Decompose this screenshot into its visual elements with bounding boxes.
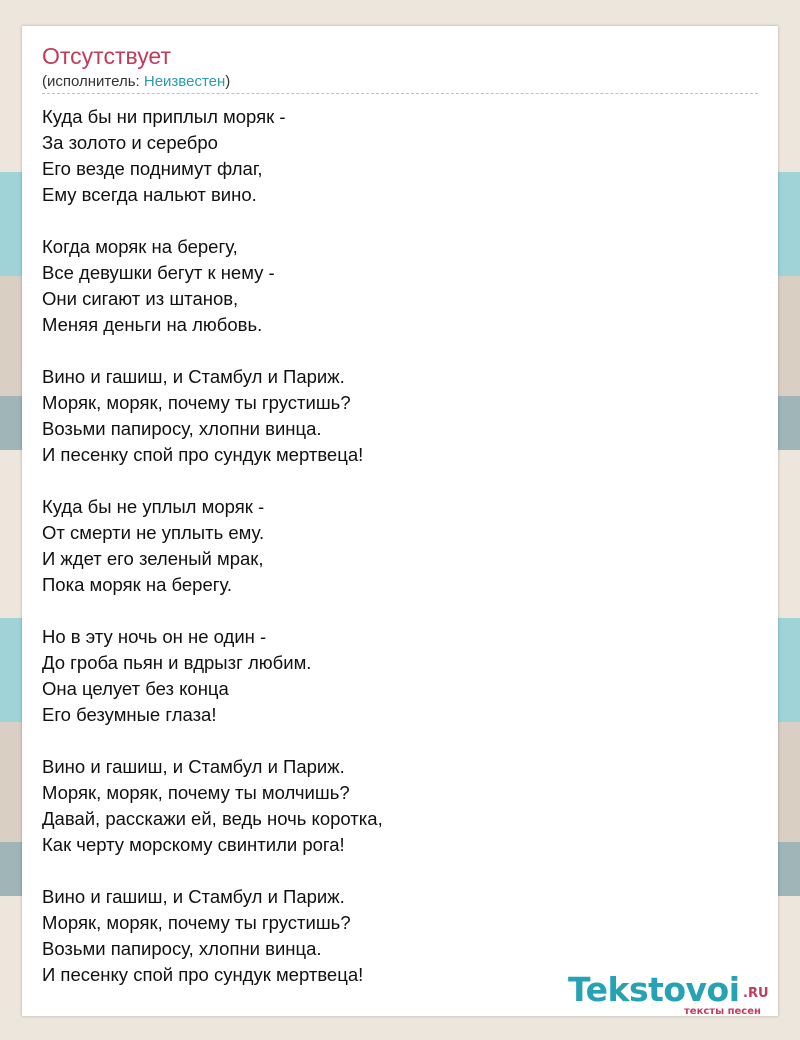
stanza xyxy=(42,364,758,468)
lyric-line: От смерти не уплыть ему. xyxy=(42,522,265,543)
lyric-line: За золото и серебро xyxy=(42,132,218,153)
lyric-line: Его везде поднимут флаг, xyxy=(42,158,263,179)
lyric-line: До гроба пьян и вдрызг любим. xyxy=(42,652,312,673)
song-title: Отсутствует xyxy=(42,43,171,69)
stanza xyxy=(42,104,758,208)
artist-link[interactable]: Неизвестен xyxy=(143,73,226,90)
lyrics-text xyxy=(42,104,758,1014)
site-logo[interactable] xyxy=(568,972,778,1018)
lyric-line: Она целует без конца xyxy=(42,678,229,699)
lyric-line: И ждет его зеленый мрак, xyxy=(42,548,264,569)
lyric-line: Вино и гашиш, и Стамбул и Париж. xyxy=(42,886,345,907)
stanza xyxy=(42,494,758,598)
lyric-line: Когда моряк на берегу, xyxy=(42,236,238,257)
lyric-line: Моряк, моряк, почему ты грустишь? xyxy=(42,912,351,933)
lyric-line: Но в эту ночь он не один - xyxy=(42,626,267,647)
artist-suffix: ) xyxy=(225,73,231,90)
stanza xyxy=(42,234,758,338)
lyric-line: Они сигают из штанов, xyxy=(42,288,239,309)
lyric-line: Моряк, моряк, почему ты грустишь? xyxy=(42,392,351,413)
lyric-line: Вино и гашиш, и Стамбул и Париж. xyxy=(42,366,345,387)
lyric-line: И песенку спой про сундук мертвеца! xyxy=(42,444,364,465)
lyric-line: Ему всегда нальют вино. xyxy=(42,184,257,205)
logo-wordmark: Tekstovoi xyxy=(568,970,740,1009)
lyric-line: Все девушки бегут к нему - xyxy=(42,262,275,283)
lyric-line: Куда бы ни приплыл моряк - xyxy=(42,106,286,127)
artist-prefix: (исполнитель: xyxy=(42,73,144,90)
lyrics-card xyxy=(22,26,778,1016)
lyric-line: Как черту морскому свинтили рога! xyxy=(42,834,345,855)
stanza xyxy=(42,624,758,728)
lyric-line: Возьми папиросу, хлопни винца. xyxy=(42,938,322,959)
lyric-line: И песенку спой про сундук мертвеца! xyxy=(42,964,364,985)
lyric-line: Куда бы не уплыл моряк - xyxy=(42,496,265,517)
lyric-line: Моряк, моряк, почему ты молчишь? xyxy=(42,782,350,803)
lyric-line: Его безумные глаза! xyxy=(42,704,217,725)
lyric-line: Вино и гашиш, и Стамбул и Париж. xyxy=(42,756,345,777)
artist-line xyxy=(42,72,230,92)
stanza xyxy=(42,754,758,858)
lyric-line: Давай, расскажи ей, ведь ночь коротка, xyxy=(42,808,383,829)
lyric-line: Меняя деньги на любовь. xyxy=(42,314,263,335)
lyric-line: Пока моряк на берегу. xyxy=(42,574,233,595)
title-divider xyxy=(42,93,758,94)
logo-tagline: тексты песен xyxy=(684,1006,761,1017)
logo-tld: .RU xyxy=(743,986,769,1001)
lyric-line: Возьми папиросу, хлопни винца. xyxy=(42,418,322,439)
